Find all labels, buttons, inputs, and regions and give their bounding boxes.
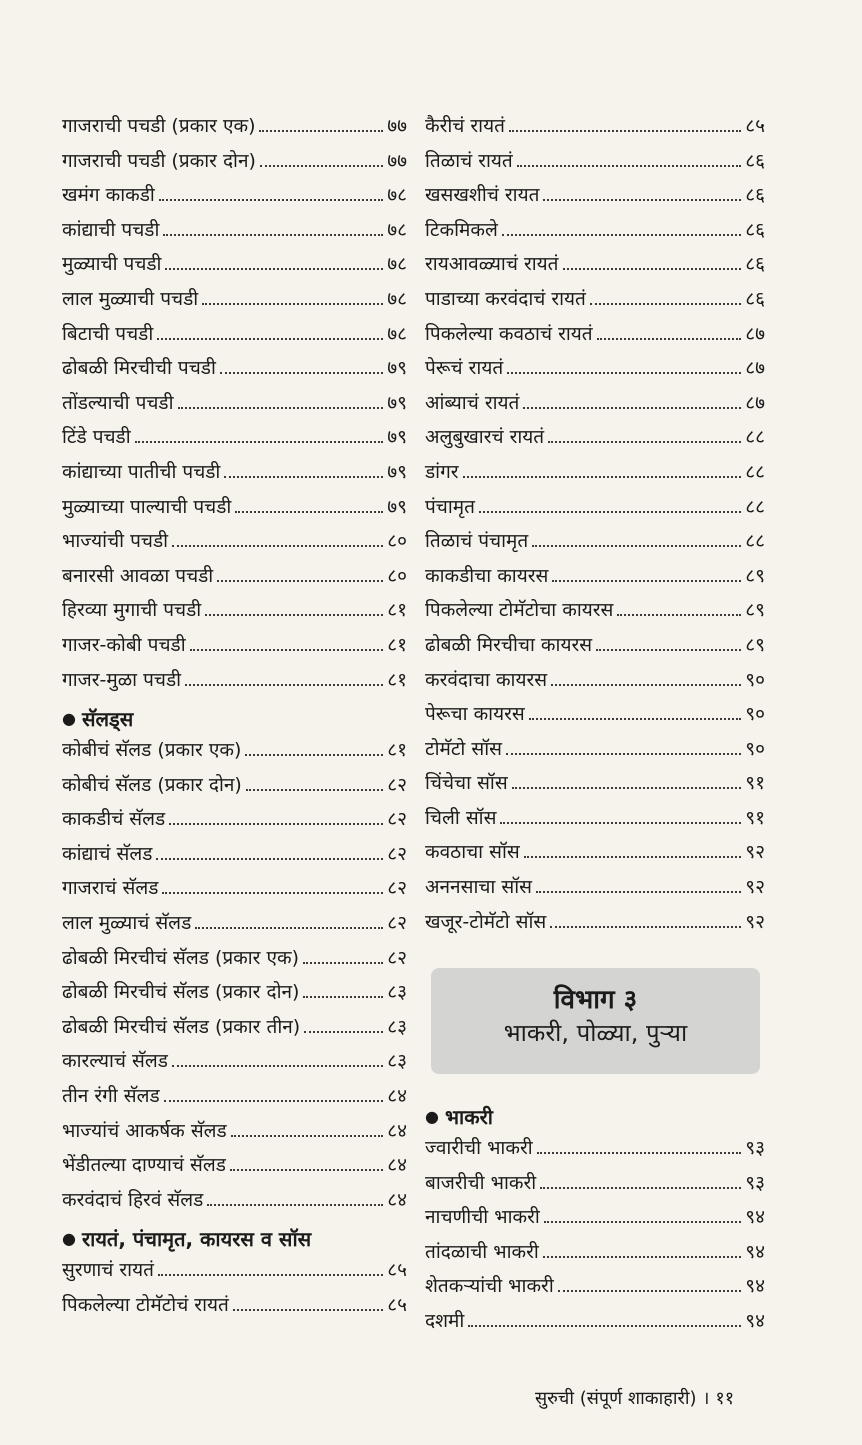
toc-entry-title: टिकमिकले — [425, 218, 498, 241]
toc-entry-title: भाज्यांची पचडी — [62, 530, 169, 553]
bullet-icon: ● — [425, 1106, 439, 1126]
toc-entry — [62, 147, 407, 182]
toc-entry-title: गाजर-कोबी पचडी — [62, 633, 186, 656]
toc-entry-page: ७९ — [387, 460, 407, 483]
toc-right-column — [425, 112, 765, 942]
toc-entry-page: ९१ — [745, 806, 765, 829]
toc-entry-title: तिळाचं पंचामृत — [425, 530, 529, 553]
toc-entry-page: ८१ — [387, 739, 407, 762]
toc-entry-title: काकडीचं सॅलड — [62, 808, 166, 831]
toc-entry-page: ८१ — [387, 633, 407, 656]
toc-entry-page: ८४ — [387, 1154, 407, 1177]
toc-entry-title: मुळ्याची पचडी — [62, 253, 162, 276]
toc-entry-title: दशमी — [425, 1309, 465, 1332]
toc-entry-title: सुरणाचं रायतं — [62, 1259, 154, 1282]
toc-entry-title: अननसाचा सॉस — [425, 876, 533, 899]
toc-entry-page: ७८ — [387, 322, 407, 345]
toc-entry-title: तीन रंगी सॅलड — [62, 1085, 160, 1108]
toc-entry-page: ९४ — [745, 1275, 765, 1298]
toc-entry — [62, 1256, 407, 1291]
toc-entry — [425, 181, 765, 216]
dot-leader — [529, 718, 742, 720]
toc-entry-title: कांद्याची पचडी — [62, 218, 160, 241]
toc-entry — [62, 944, 407, 979]
toc-entry-page: ८६ — [745, 287, 765, 310]
toc-entry — [62, 1082, 407, 1117]
toc-entry — [62, 666, 407, 701]
part-heading-box — [431, 968, 760, 1074]
dot-leader — [202, 303, 383, 305]
dot-leader — [517, 165, 741, 167]
toc-entry-title: आंब्याचं रायतं — [425, 391, 520, 414]
toc-entry — [425, 285, 765, 320]
toc-entry-title: मुळ्याच्या पाल्याची पचडी — [62, 495, 232, 518]
toc-entry-page: ७८ — [387, 218, 407, 241]
toc-entry — [62, 527, 407, 562]
toc-entry-title: गाजराची पचडी (प्रकार दोन) — [62, 149, 256, 172]
toc-entry-title: ज्वारीची भाकरी — [425, 1137, 533, 1159]
toc-right-column-lower — [425, 1098, 765, 1342]
toc-entry — [425, 596, 765, 631]
toc-entry-page: ८५ — [745, 115, 765, 137]
dot-leader — [164, 1100, 384, 1102]
toc-entry-title: गाजराचं सॅलड — [62, 877, 159, 900]
dot-leader — [303, 962, 383, 964]
dot-leader — [224, 476, 383, 478]
toc-entry — [62, 1291, 407, 1326]
toc-entry-page: ९४ — [745, 1206, 765, 1229]
dot-leader — [548, 441, 741, 443]
section-title: भाकरी — [444, 1104, 493, 1129]
toc-entry-page: ९२ — [745, 910, 765, 933]
dot-leader — [162, 892, 383, 894]
section-title: सॅलड्स — [81, 706, 134, 731]
toc-entry-title: बाजरीची भाकरी — [425, 1171, 537, 1194]
toc-entry-title: अलुबुखारचं रायतं — [425, 426, 545, 449]
toc-entry-page: ९३ — [745, 1171, 765, 1194]
toc-entry-title: हिरव्या मुगाची पचडी — [62, 599, 202, 622]
toc-entry — [62, 320, 407, 355]
toc-entry-title: चिली सॉस — [425, 806, 497, 829]
toc-entry — [62, 805, 407, 840]
toc-entry-page: ८८ — [745, 460, 765, 483]
dot-leader — [506, 753, 741, 755]
dot-leader — [195, 927, 383, 929]
dot-leader — [617, 614, 741, 616]
toc-entry-page: ८५ — [387, 1259, 407, 1282]
toc-entry-title: कवठाचा सॉस — [425, 841, 520, 864]
toc-entry-title: लाल मुळ्याचं सॅलड — [62, 912, 192, 935]
toc-entry-page: ९२ — [745, 841, 765, 864]
dot-leader — [550, 926, 741, 928]
dot-leader — [532, 545, 741, 547]
toc-entry — [62, 909, 407, 944]
dot-leader — [172, 545, 383, 547]
dot-leader — [169, 823, 383, 825]
toc-entry — [425, 873, 765, 908]
dot-leader — [523, 407, 741, 409]
dot-leader — [157, 338, 383, 340]
dot-leader — [156, 858, 383, 860]
toc-entry — [62, 562, 407, 597]
toc-entry-page: ८३ — [387, 1015, 407, 1038]
toc-entry-page: ८९ — [745, 564, 765, 587]
dot-leader — [500, 822, 741, 824]
toc-entry — [62, 112, 407, 147]
dot-leader — [558, 1290, 741, 1292]
toc-entry-title: कारल्याचं सॅलड — [62, 1050, 168, 1073]
toc-entry-page: ९३ — [745, 1137, 765, 1159]
dot-leader — [163, 234, 383, 236]
toc-entry-title: खजूर-टोमॅटो सॉस — [425, 910, 547, 933]
dot-leader — [178, 407, 384, 409]
toc-entry-title: पिकलेल्या कवठाचं रायतं — [425, 322, 593, 345]
dot-leader — [303, 996, 383, 998]
toc-entry-title: नाचणीची भाकरी — [425, 1206, 540, 1229]
dot-leader — [207, 1204, 383, 1206]
toc-entry-page: ८९ — [745, 633, 765, 656]
section-heading — [425, 1098, 765, 1134]
toc-entry-title: डांगर — [425, 460, 459, 483]
toc-entry-title: कांद्याचं सॅलड — [62, 842, 153, 865]
toc-entry-page: ८२ — [387, 877, 407, 900]
toc-entry-page: ८१ — [387, 668, 407, 691]
toc-entry — [425, 562, 765, 597]
toc-entry-title: खसखशीचं रायत — [425, 184, 540, 207]
toc-entry-title: कैरीचं रायतं — [425, 115, 505, 137]
toc-entry-page: ८५ — [387, 1294, 407, 1316]
toc-entry-title: ढोबळी मिरचीची पचडी — [62, 357, 216, 380]
dot-leader — [259, 130, 383, 132]
toc-entry-title: शेतकऱ्यांची भाकरी — [425, 1275, 554, 1298]
dot-leader — [509, 130, 741, 132]
toc-entry-page: ८६ — [745, 184, 765, 207]
toc-entry-page: ८३ — [387, 981, 407, 1004]
section-heading — [62, 1220, 407, 1256]
toc-entry — [62, 1013, 407, 1048]
dot-leader — [190, 649, 384, 651]
toc-entry — [62, 181, 407, 216]
dot-leader — [479, 511, 741, 513]
dot-leader — [507, 372, 741, 374]
toc-entry-page: ९४ — [745, 1240, 765, 1263]
bullet-icon: ● — [62, 1228, 76, 1248]
toc-entry-page: ७७ — [387, 115, 407, 137]
dot-leader — [512, 787, 742, 789]
toc-entry-page: ९० — [745, 703, 765, 726]
toc-entry-title: भाज्यांचं आकर्षक सॅलड — [62, 1119, 227, 1142]
bullet-icon: ● — [62, 708, 76, 728]
toc-entry — [62, 1047, 407, 1082]
toc-entry — [62, 389, 407, 424]
dot-leader — [551, 684, 741, 686]
dot-leader — [563, 268, 742, 270]
toc-entry-page: ८३ — [387, 1050, 407, 1073]
toc-entry — [425, 908, 765, 943]
toc-entry-title: तिळाचं रायतं — [425, 149, 513, 172]
toc-entry-title: पंचामृत — [425, 495, 475, 518]
dot-leader — [172, 1065, 383, 1067]
dot-leader — [246, 789, 383, 791]
toc-entry — [62, 354, 407, 389]
toc-entry-title: ढोबळी मिरचीचा कायरस — [425, 633, 593, 656]
toc-entry — [62, 736, 407, 771]
toc-entry — [62, 423, 407, 458]
dot-leader — [235, 511, 383, 513]
toc-entry-page: ७८ — [387, 253, 407, 276]
toc-entry — [62, 250, 407, 285]
toc-entry-title: पिकलेल्या टोमॅटोचा कायरस — [425, 599, 614, 622]
toc-entry — [62, 216, 407, 251]
toc-entry-title: टिंडे पचडी — [62, 426, 131, 449]
toc-entry-page: ८४ — [387, 1119, 407, 1142]
toc-entry-title: करवंदाचं हिरवं सॅलड — [62, 1188, 204, 1211]
toc-entry-title: चिंचेचा सॉस — [425, 772, 508, 795]
toc-entry — [425, 1307, 765, 1342]
toc-entry — [425, 354, 765, 389]
toc-entry — [62, 1151, 407, 1186]
toc-entry — [425, 1272, 765, 1307]
toc-entry-page: ८० — [387, 530, 407, 553]
toc-entry-page: ९२ — [745, 876, 765, 899]
toc-entry-title: कांद्याच्या पातीची पचडी — [62, 460, 221, 483]
toc-entry — [62, 631, 407, 666]
dot-leader — [260, 165, 383, 167]
dot-leader — [158, 1274, 383, 1276]
toc-entry — [425, 804, 765, 839]
dot-leader — [217, 580, 383, 582]
dot-leader — [135, 441, 384, 443]
dot-leader — [537, 1152, 742, 1154]
dot-leader — [231, 1135, 384, 1137]
toc-entry-title: कोबीचं सॅलड (प्रकार एक) — [62, 739, 242, 762]
toc-entry-title: तोंडल्याची पचडी — [62, 391, 174, 414]
toc-entry-title: पेरूचा कायरस — [425, 703, 525, 726]
toc-entry-title: पाडाच्या करवंदाचं रायतं — [425, 287, 586, 310]
toc-entry-page: ८२ — [387, 912, 407, 935]
dot-leader — [245, 754, 383, 756]
toc-entry-page: ९० — [745, 737, 765, 760]
toc-entry-title: काकडीचा कायरस — [425, 564, 549, 587]
toc-entry-page: ७८ — [387, 287, 407, 310]
toc-entry — [62, 978, 407, 1013]
toc-entry-title: टोमॅटो सॉस — [425, 737, 503, 760]
page-footer — [535, 1386, 734, 1410]
part-subtitle: भाकरी, पोळ्या, पुऱ्या — [503, 1019, 688, 1047]
toc-left-column — [62, 112, 407, 1326]
toc-entry — [425, 112, 765, 147]
toc-entry-page: ८२ — [387, 946, 407, 969]
toc-entry-page: ७९ — [387, 426, 407, 449]
toc-entry — [425, 1169, 765, 1204]
toc-entry-title: पेरूचं रायतं — [425, 357, 504, 380]
dot-leader — [468, 1325, 741, 1327]
toc-entry-page: ७९ — [387, 495, 407, 518]
dot-leader — [159, 199, 383, 201]
toc-entry-page: ७८ — [387, 184, 407, 207]
toc-entry-page: ८८ — [745, 426, 765, 449]
toc-entry-page: ८४ — [387, 1188, 407, 1211]
dot-leader — [536, 891, 741, 893]
toc-entry — [425, 216, 765, 251]
toc-entry-page: ८६ — [745, 253, 765, 276]
dot-leader — [597, 338, 742, 340]
toc-entry-page: ८४ — [387, 1085, 407, 1108]
toc-entry-title: भेंडीतल्या दाण्याचं सॅलड — [62, 1154, 226, 1177]
toc-entry-page: ८९ — [745, 599, 765, 622]
toc-entry-page: ८६ — [745, 218, 765, 241]
toc-entry-title: करवंदाचा कायरस — [425, 668, 548, 691]
dot-leader — [185, 684, 383, 686]
toc-entry-page: ७७ — [387, 149, 407, 172]
toc-entry — [425, 735, 765, 770]
toc-entry — [62, 1186, 407, 1221]
toc-entry-title: रायआवळ्याचं रायतं — [425, 253, 559, 276]
toc-entry — [62, 285, 407, 320]
dot-leader — [596, 649, 741, 651]
dot-leader — [165, 268, 383, 270]
toc-entry-page: ७९ — [387, 391, 407, 414]
toc-entry — [425, 1238, 765, 1273]
section-title: रायतं, पंचामृत, कायरस व सॉस — [81, 1226, 312, 1251]
toc-entry — [62, 596, 407, 631]
toc-entry — [62, 874, 407, 909]
toc-entry-title: बिटाची पचडी — [62, 322, 154, 345]
toc-entry — [62, 458, 407, 493]
toc-entry-page: ९० — [745, 668, 765, 691]
toc-entry — [425, 458, 765, 493]
toc-entry — [425, 527, 765, 562]
toc-entry — [425, 700, 765, 735]
toc-entry-page: ८० — [387, 564, 407, 587]
dot-leader — [205, 614, 383, 616]
dot-leader — [233, 1309, 383, 1311]
toc-entry-page: ८२ — [387, 773, 407, 796]
toc-entry-page: ८२ — [387, 808, 407, 831]
toc-entry-title: ढोबळी मिरचीचं सॅलड (प्रकार दोन) — [62, 981, 300, 1004]
toc-entry — [425, 769, 765, 804]
toc-entry-title: ढोबळी मिरचीचं सॅलड (प्रकार एक) — [62, 946, 300, 969]
toc-entry-title: कोबीचं सॅलड (प्रकार दोन) — [62, 773, 242, 796]
toc-entry-page: ८७ — [745, 391, 765, 414]
toc-entry — [425, 389, 765, 424]
toc-entry-page: ८७ — [745, 322, 765, 345]
toc-entry-title: ढोबळी मिरचीचं सॅलड (प्रकार तीन) — [62, 1015, 301, 1038]
toc-entry — [425, 147, 765, 182]
footer-page-number: ११ — [715, 1388, 735, 1409]
toc-entry — [425, 666, 765, 701]
toc-entry — [62, 1117, 407, 1152]
dot-leader — [552, 580, 741, 582]
footer-separator: । — [702, 1388, 710, 1409]
toc-entry — [425, 838, 765, 873]
toc-entry-page: ८६ — [745, 149, 765, 172]
toc-entry-title: बनारसी आवळा पचडी — [62, 564, 214, 587]
toc-entry — [425, 493, 765, 528]
dot-leader — [220, 372, 383, 374]
dot-leader — [540, 1187, 741, 1189]
toc-entry — [425, 1203, 765, 1238]
toc-entry — [62, 493, 407, 528]
toc-entry-title: लाल मुळ्याची पचडी — [62, 287, 199, 310]
toc-entry-title: पिकलेल्या टोमॅटोचं रायतं — [62, 1294, 229, 1316]
toc-entry-page: ८८ — [745, 495, 765, 518]
toc-entry — [62, 771, 407, 806]
dot-leader — [543, 199, 741, 201]
dot-leader — [304, 1031, 383, 1033]
toc-entry-page: ९१ — [745, 772, 765, 795]
toc-entry — [425, 320, 765, 355]
toc-entry-page: ८८ — [745, 530, 765, 553]
toc-entry-page: ८७ — [745, 357, 765, 380]
toc-entry-page: ८२ — [387, 842, 407, 865]
dot-leader — [590, 303, 741, 305]
toc-entry — [425, 423, 765, 458]
toc-entry — [425, 1134, 765, 1169]
dot-leader — [524, 856, 741, 858]
toc-entry-page: ८१ — [387, 599, 407, 622]
dot-leader — [544, 1221, 741, 1223]
toc-entry-page: ७९ — [387, 357, 407, 380]
toc-entry-page: ९४ — [745, 1309, 765, 1332]
dot-leader — [502, 234, 741, 236]
section-heading — [62, 700, 407, 736]
toc-entry-title: खमंग काकडी — [62, 184, 155, 207]
part-title: विभाग ३ — [553, 985, 638, 1015]
footer-book-title: सुरुची (संपूर्ण शाकाहारी) — [535, 1388, 697, 1409]
toc-entry-title: गाजराची पचडी (प्रकार एक) — [62, 115, 256, 137]
dot-leader — [230, 1169, 383, 1171]
toc-entry-title: तांदळाची भाकरी — [425, 1240, 539, 1263]
dot-leader — [463, 476, 742, 478]
dot-leader — [543, 1256, 741, 1258]
toc-entry — [425, 250, 765, 285]
toc-entry — [425, 631, 765, 666]
toc-entry — [62, 840, 407, 875]
toc-entry-title: गाजर-मुळा पचडी — [62, 668, 182, 691]
